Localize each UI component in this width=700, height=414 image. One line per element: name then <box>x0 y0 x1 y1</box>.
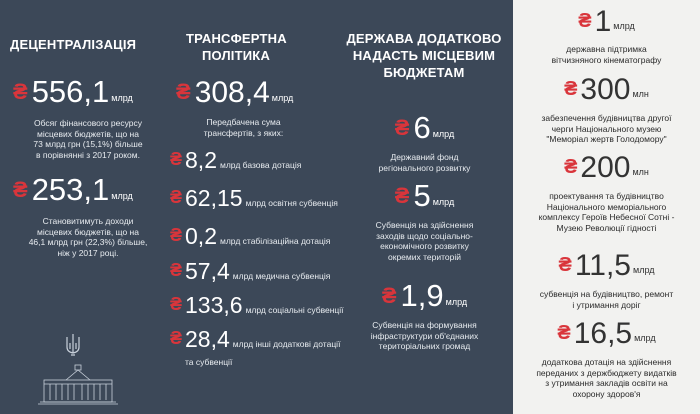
local-budget-resource-value: ₴ 556,1 млрд <box>13 74 133 109</box>
education-health-block <box>516 318 697 399</box>
socioeconomic-subvention-block <box>357 180 492 262</box>
local-budget-revenue-desc: Становитимуть доходи місцевих бюджетів, що на 46,1 млрд грн (22,3%) більше, ніж у 2017 році. <box>28 216 148 258</box>
hryvnia-icon: ₴ <box>394 183 410 208</box>
community-infrastructure-value: ₴ 1,9 млрд <box>381 278 468 313</box>
local-budget-resource-desc: Обсяг фінансового ресурсу місцевих бюджетів, що на 73 млрд грн (15,1%) більше в порівнянні з 2017 роком. <box>33 118 143 160</box>
cinema-support-value: ₴ 1 млрд <box>578 5 635 38</box>
cinema-support-desc: державна підтримка вітчизняного кінематографу <box>551 44 662 65</box>
holodomor-museum-value: ₴ 300 млн <box>564 73 649 106</box>
local-budget-revenue-value: ₴ 253,1 млрд <box>13 172 133 207</box>
hryvnia-icon: ₴ <box>13 79 28 104</box>
decentralization-heading: ДЕЦЕНТРАЛІЗАЦІЯ <box>10 37 137 52</box>
socioeconomic-subvention-desc: Субвенція на здійснення заходів щодо соціально- економічного розвитку окремих територій <box>375 220 474 262</box>
heavenly-hundred-block <box>516 152 697 233</box>
hryvnia-icon: ₴ <box>176 79 191 104</box>
transfer-row: ₴ 0,2 млрд стабілізаційна дотація <box>170 223 331 249</box>
transfer-total-value: ₴ 308,4 млрд <box>176 76 294 109</box>
trident-emblem-icon <box>64 333 82 357</box>
transfer-policy-heading: ТРАНСФЕРТНА ПОЛІТИКА <box>186 31 287 63</box>
transfer-row: ₴ 57,4 млрд медична субвенція <box>170 258 331 284</box>
roads-subvention-desc: субвенція на будівництво, ремонт і утримання доріг <box>539 289 674 310</box>
transfer-row-continued: та субвенції <box>185 357 233 367</box>
state-additional-heading-block <box>344 30 504 81</box>
transfer-total-desc: Передбачена сума трансфертів, з яких: <box>203 117 284 138</box>
decentralization-column <box>10 36 160 53</box>
holodomor-museum-desc: забезпечення будівництва другої черги Національного музею "Меморіал жертв Голодомору" <box>541 113 672 144</box>
transfer-row: ₴ 8,2 млрд базова дотація <box>170 147 302 173</box>
hryvnia-icon: ₴ <box>170 294 183 314</box>
hryvnia-icon: ₴ <box>170 260 183 280</box>
education-health-value: ₴ 16,5 млрд <box>557 317 656 350</box>
regional-fund-desc: Державний фонд регіонального розвитку <box>378 152 471 173</box>
hryvnia-icon: ₴ <box>558 254 572 276</box>
transfer-row: ₴ 133,6 млрд соціальні субвенції <box>170 292 344 318</box>
hryvnia-icon: ₴ <box>381 283 397 308</box>
hryvnia-icon: ₴ <box>170 225 183 245</box>
hryvnia-icon: ₴ <box>564 156 578 178</box>
roads-subvention-value: ₴ 11,5 млрд <box>558 249 655 282</box>
transfer-row: ₴ 28,4 млрд інші додаткові дотації <box>170 326 341 352</box>
community-infrastructure-block <box>357 280 492 352</box>
hryvnia-icon: ₴ <box>170 149 183 169</box>
regional-fund-block <box>357 112 492 173</box>
local-budget-revenue-block <box>13 174 163 258</box>
hryvnia-icon: ₴ <box>394 115 410 140</box>
cinema-support-block <box>516 6 697 65</box>
hryvnia-icon: ₴ <box>578 10 592 32</box>
local-budget-resource-block <box>13 76 163 160</box>
hryvnia-icon: ₴ <box>557 322 571 344</box>
hryvnia-icon: ₴ <box>170 187 183 207</box>
hryvnia-icon: ₴ <box>564 78 578 100</box>
transfer-row: ₴ 62,15 млрд освітня субвенція <box>170 185 338 211</box>
transfer-policy-heading-block <box>186 30 286 64</box>
hryvnia-icon: ₴ <box>13 177 28 202</box>
hryvnia-icon: ₴ <box>170 328 183 348</box>
heavenly-hundred-desc: проектування та будівництво Національного меморіального комплексу Героїв Небесної Сотні - Музею Революції гідності <box>538 191 675 233</box>
government-building-icon <box>36 362 120 406</box>
roads-subvention-block <box>516 250 697 310</box>
socioeconomic-subvention-value: ₴ 5 млрд <box>394 178 455 213</box>
community-infrastructure-desc: Субвенція на формування інфраструктури об'єднаних територіальних громад <box>370 320 479 351</box>
transfer-total-block <box>176 76 311 138</box>
heavenly-hundred-value: ₴ 200 млн <box>564 151 649 184</box>
holodomor-museum-block <box>516 74 697 145</box>
education-health-desc: додаткова дотація на здійснення переданих з держбюджету видатків з утримання закладів освіти на охорону здоров'я <box>536 357 677 399</box>
state-additional-heading: ДЕРЖАВА ДОДАТКОВО НАДАСТЬ МІСЦЕВИМ БЮДЖЕТАМ <box>346 31 502 80</box>
regional-fund-value: ₴ 6 млрд <box>394 110 455 145</box>
